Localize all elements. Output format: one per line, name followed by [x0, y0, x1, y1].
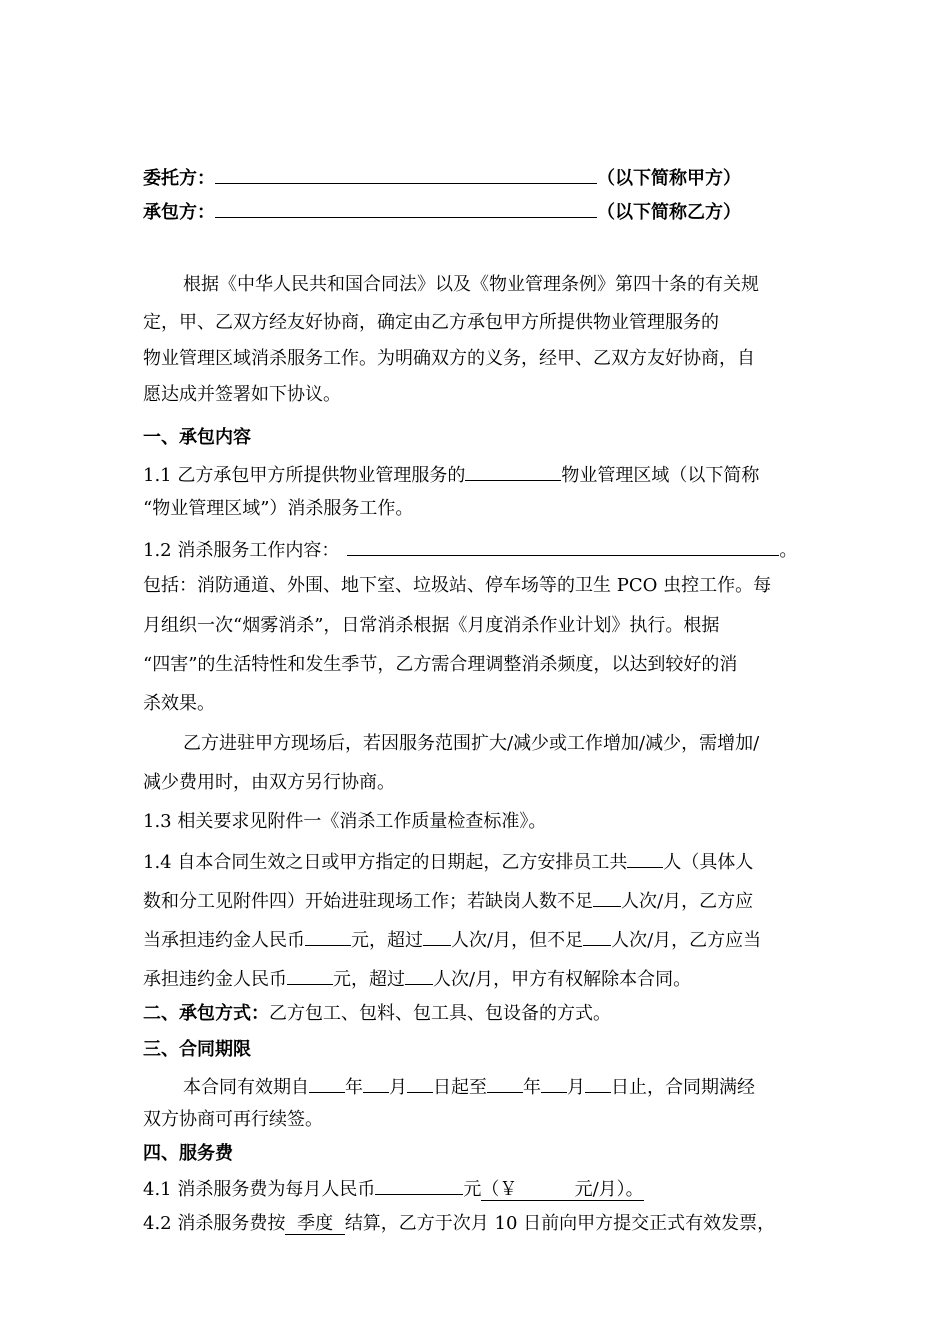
end-year-blank[interactable]: [487, 1074, 523, 1093]
clause-1-2-text-b: 。: [779, 540, 798, 561]
clause-1-1-line-1: [143, 462, 759, 488]
term-text: 年: [345, 1077, 363, 1098]
penalty-amount-blank[interactable]: [305, 927, 351, 946]
entrust-blank[interactable]: [215, 165, 597, 184]
start-month-blank[interactable]: [363, 1074, 389, 1093]
include-line-1: 包括：消防通道、外围、地下室、垃圾站、停车场等的卫生 PCO 虫控工作。每: [143, 575, 772, 596]
clause-1-4-text: 承担违约金人民币: [143, 969, 287, 990]
clause-4-1-text: 元: [463, 1179, 482, 1200]
clause-1-4-text: 人次/月，乙方应当: [611, 930, 762, 951]
section-3-line-2: 双方协商可再行续签。: [143, 1109, 323, 1130]
start-year-blank[interactable]: [309, 1074, 345, 1093]
clause-1-4-text: 人次/月，乙方应: [621, 891, 754, 912]
clause-1-1-line-2: “物业管理区域”）消杀服务工作。: [143, 498, 414, 519]
contractor-label: 承包方：: [143, 202, 215, 223]
monthly-fee-yuan-field[interactable]: （￥ 元/月）。: [481, 1179, 644, 1200]
settlement-period-field[interactable]: 季度: [285, 1214, 344, 1235]
term-text: 本合同有效期自: [183, 1077, 309, 1098]
clause-1-4-line-4: [143, 966, 691, 992]
terminate-count-blank[interactable]: [405, 966, 433, 985]
section-1-heading: 一、承包内容: [143, 427, 251, 448]
clause-1-4-text: 元，超过: [333, 969, 405, 990]
clause-4-1-text: 4.1 消杀服务费为每月人民币: [143, 1179, 376, 1200]
term-text: 月: [567, 1077, 585, 1098]
clause-1-2-line: [143, 537, 797, 563]
clause-4-1: [143, 1176, 644, 1202]
clause-1-1-text-b: 物业管理区域（以下简称: [561, 465, 760, 486]
term-text: 日止，合同期满经: [611, 1077, 755, 1098]
clause-1-2-blank[interactable]: [347, 537, 779, 556]
staff-count-blank[interactable]: [627, 849, 663, 868]
clause-4-2: [143, 1212, 775, 1236]
include-line-2: 月组织一次“烟雾消杀”，日常消杀根据《月度消杀作业计划》执行。根据: [143, 615, 720, 636]
clause-1-4-text: 1.4 自本合同生效之日或甲方指定的日期起，乙方安排员工共: [143, 852, 628, 873]
contractor-suffix: （以下简称乙方）: [597, 202, 741, 223]
intro-line-3: 物业管理区域消杀服务工作。为明确双方的义务，经甲、乙双方友好协商，自: [143, 348, 755, 369]
clause-1-4-text: 人（具体人: [663, 852, 754, 873]
clause-1-4-text: 人次/月，甲方有权解除本合同。: [433, 969, 692, 990]
start-day-blank[interactable]: [407, 1074, 433, 1093]
clause-1-4-text: 元，超过: [351, 930, 423, 951]
section-3-heading: 三、合同期限: [143, 1039, 251, 1060]
entrust-label: 委托方：: [143, 168, 215, 189]
intro-line-4: 愿达成并签署如下协议。: [143, 384, 341, 405]
clause-4-2-text: 4.2 消杀服务费按: [143, 1213, 286, 1234]
end-month-blank[interactable]: [541, 1074, 567, 1093]
term-text: 月: [389, 1077, 407, 1098]
clause-1-1-text-a: 1.1 乙方承包甲方所提供物业管理服务的: [143, 465, 466, 486]
section-2-line: [143, 1002, 611, 1026]
clause-1-4-line-1: [143, 849, 753, 875]
penalty-amount-2-blank[interactable]: [287, 966, 333, 985]
section-2-heading: 二、承包方式：: [143, 1003, 269, 1024]
clause-1-1-blank[interactable]: [465, 462, 561, 481]
monthly-fee-blank[interactable]: [375, 1176, 463, 1195]
contractor-party-line: [143, 199, 741, 225]
section-3-line-1: [183, 1074, 755, 1100]
term-text: 年: [523, 1077, 541, 1098]
contractor-blank[interactable]: [215, 199, 597, 218]
end-day-blank[interactable]: [585, 1074, 611, 1093]
include-line-3: “四害”的生活特性和发生季节，乙方需合理调整消杀频度，以达到较好的消: [143, 654, 738, 675]
section-2-text: 乙方包工、包料、包工具、包设备的方式。: [269, 1003, 611, 1024]
absence-threshold-blank[interactable]: [593, 888, 621, 907]
include-line-4: 杀效果。: [143, 693, 215, 714]
clause-1-4-text: 数和分工见附件四）开始进驻现场工作；若缺岗人数不足: [143, 891, 593, 912]
entrust-suffix: （以下简称甲方）: [597, 168, 741, 189]
clause-1-4-line-3: [143, 927, 761, 953]
clause-1-2-text-a: 1.2 消杀服务工作内容：: [143, 540, 340, 561]
clause-1-4-line-2: [143, 888, 753, 914]
intro-line-2: 定，甲、乙双方经友好协商，确定由乙方承包甲方所提供物业管理服务的: [143, 312, 719, 333]
term-text: 日起至: [433, 1077, 487, 1098]
extra-line-1: 乙方进驻甲方现场后，若因服务范围扩大/减少或工作增加/减少，需增加/: [183, 733, 760, 754]
exceed-count-blank[interactable]: [423, 927, 451, 946]
clause-1-3: 1.3 相关要求见附件一《消杀工作质量检查标准》。: [143, 811, 547, 832]
section-4-heading: 四、服务费: [143, 1143, 233, 1164]
clause-1-4-text: 人次/月，但不足: [451, 930, 584, 951]
clause-1-4-text: 当承担违约金人民币: [143, 930, 305, 951]
extra-line-2: 减少费用时，由双方另行协商。: [143, 772, 395, 793]
limit-count-blank[interactable]: [583, 927, 611, 946]
intro-line-1: 根据《中华人民共和国合同法》以及《物业管理条例》第四十条的有关规: [183, 274, 759, 295]
entrust-party-line: [143, 165, 741, 191]
clause-4-2-text: 结算，乙方于次月 10 日前向甲方提交正式有效发票，: [344, 1213, 776, 1234]
